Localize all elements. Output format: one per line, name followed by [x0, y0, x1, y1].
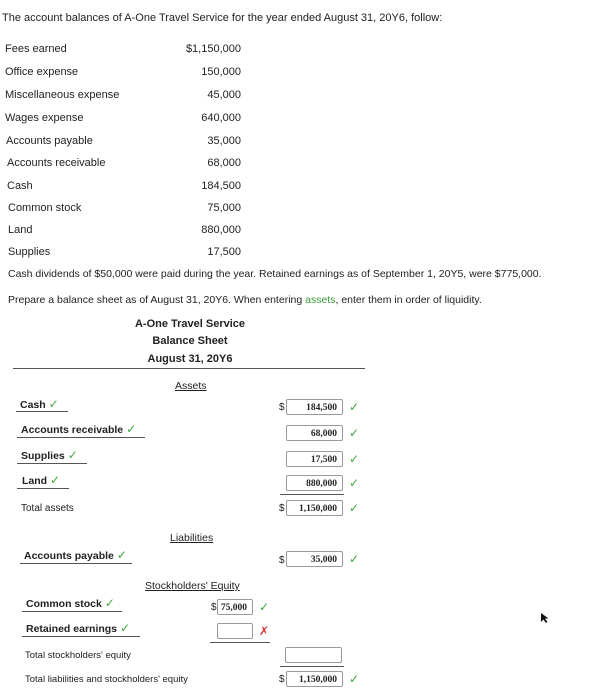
asset-amount-input[interactable]: 880,000 — [286, 475, 343, 491]
intro-text: The account balances of A-One Travel Service for the year ended August 31, 20Y6, follow: — [2, 12, 443, 24]
liability-label-text: Accounts payable — [24, 550, 114, 562]
check-icon: ✓ — [48, 397, 59, 411]
assets-heading: Assets — [175, 380, 207, 392]
check-icon: ✓ — [349, 476, 360, 490]
dollar-sign: $ — [279, 555, 285, 566]
check-icon: ✓ — [349, 452, 360, 466]
common-stock-input[interactable]: 75,000 — [217, 599, 253, 615]
total-equity-label: Total stockholders' equity — [25, 650, 131, 661]
label-underline — [17, 488, 69, 489]
statement-title: Balance Sheet — [152, 335, 228, 347]
label-underline — [22, 636, 140, 637]
total-liab-equity-label: Total liabilities and stockholders' equity — [25, 674, 188, 685]
account-amount: 150,000 — [201, 66, 241, 78]
liability-amount-input[interactable]: 35,000 — [286, 551, 343, 567]
dollar-sign: $ — [279, 674, 285, 685]
asset-label-land[interactable] — [22, 473, 60, 487]
asset-label-text: Cash — [20, 399, 46, 411]
asset-label-accounts-receivable[interactable] — [21, 422, 136, 436]
equity-heading: Stockholders' Equity — [145, 580, 240, 592]
dollar-sign: $ — [279, 503, 285, 514]
label-underline — [22, 611, 122, 612]
asset-label-supplies[interactable] — [21, 448, 78, 462]
check-icon: ✓ — [116, 548, 127, 562]
total-liab-equity-input[interactable]: 1,150,000 — [286, 671, 343, 687]
instruction-text — [8, 294, 482, 306]
account-name: Land — [8, 224, 33, 236]
check-icon: ✓ — [104, 596, 115, 610]
common-stock-label-text: Common stock — [26, 598, 102, 610]
statement-date: August 31, 20Y6 — [147, 353, 233, 365]
account-name: Supplies — [8, 246, 51, 258]
account-amount: 45,000 — [207, 89, 241, 101]
account-amount: 17,500 — [207, 246, 241, 258]
total-assets-label: Total assets — [21, 503, 74, 514]
account-name: Accounts payable — [6, 135, 93, 147]
account-name: Fees earned — [5, 43, 67, 55]
instruction-before: Prepare a balance sheet as of August 31, 20Y6. When entering — [8, 294, 306, 306]
liability-label-accounts-payable[interactable] — [24, 548, 127, 562]
sum-line — [280, 666, 344, 667]
account-name: Wages expense — [5, 112, 84, 124]
label-underline — [17, 463, 87, 464]
account-amount: 68,000 — [207, 157, 241, 169]
asset-amount-input[interactable]: 184,500 — [286, 399, 343, 415]
asset-label-text: Land — [22, 475, 48, 487]
label-underline — [16, 411, 68, 412]
dollar-sign: $ — [279, 402, 285, 413]
account-name: Office expense — [5, 66, 79, 78]
check-icon: ✓ — [349, 400, 360, 414]
sum-line — [280, 494, 344, 495]
company-name: A-One Travel Service — [134, 318, 246, 330]
total-assets-input[interactable]: 1,150,000 — [286, 500, 343, 516]
total-equity-input[interactable] — [285, 647, 342, 663]
check-icon: ✓ — [50, 473, 61, 487]
assets-link[interactable]: assets — [305, 294, 336, 306]
account-amount: 640,000 — [201, 112, 241, 124]
sum-line — [210, 642, 270, 643]
asset-amount-input[interactable]: 17,500 — [286, 451, 343, 467]
check-icon: ✓ — [349, 672, 360, 686]
liabilities-heading: Liabilities — [170, 532, 214, 544]
asset-label-text: Accounts receivable — [21, 424, 124, 436]
account-amount: 184,500 — [201, 180, 241, 192]
asset-label-cash[interactable] — [20, 397, 59, 411]
dividends-note: Cash dividends of $50,000 were paid during the year. Retained earnings as of September 1, 20Y5, were $775,000. — [8, 268, 542, 280]
dollar-sign: $ — [211, 602, 217, 613]
check-icon: ✓ — [119, 621, 131, 635]
asset-amount-input[interactable]: 68,000 — [286, 425, 343, 441]
retained-earnings-label-text: Retained earnings — [26, 623, 118, 635]
check-icon: ✓ — [67, 448, 78, 462]
account-amount: 880,000 — [201, 224, 241, 236]
label-underline — [17, 437, 145, 438]
label-underline — [20, 563, 132, 564]
instruction-after: , enter them in order of liquidity. — [335, 294, 482, 306]
retained-earnings-input[interactable] — [217, 623, 253, 639]
account-name: Accounts receivable — [7, 157, 106, 169]
check-icon: ✓ — [349, 501, 360, 515]
account-name: Common stock — [8, 202, 82, 214]
cursor-icon — [540, 612, 550, 627]
asset-label-text: Supplies — [21, 450, 65, 462]
header-divider — [13, 368, 365, 369]
account-name: Miscellaneous expense — [5, 89, 120, 101]
account-amount: 75,000 — [207, 202, 241, 214]
retained-earnings-label[interactable] — [26, 621, 130, 635]
check-icon: ✓ — [126, 422, 137, 436]
account-amount: 35,000 — [207, 135, 241, 147]
cross-icon: ✗ — [259, 624, 270, 638]
account-name: Cash — [7, 180, 33, 192]
check-icon: ✓ — [349, 552, 360, 566]
common-stock-label[interactable] — [26, 596, 115, 610]
account-amount: $1,150,000 — [185, 43, 241, 55]
check-icon: ✓ — [349, 426, 360, 440]
check-icon: ✓ — [259, 600, 270, 614]
